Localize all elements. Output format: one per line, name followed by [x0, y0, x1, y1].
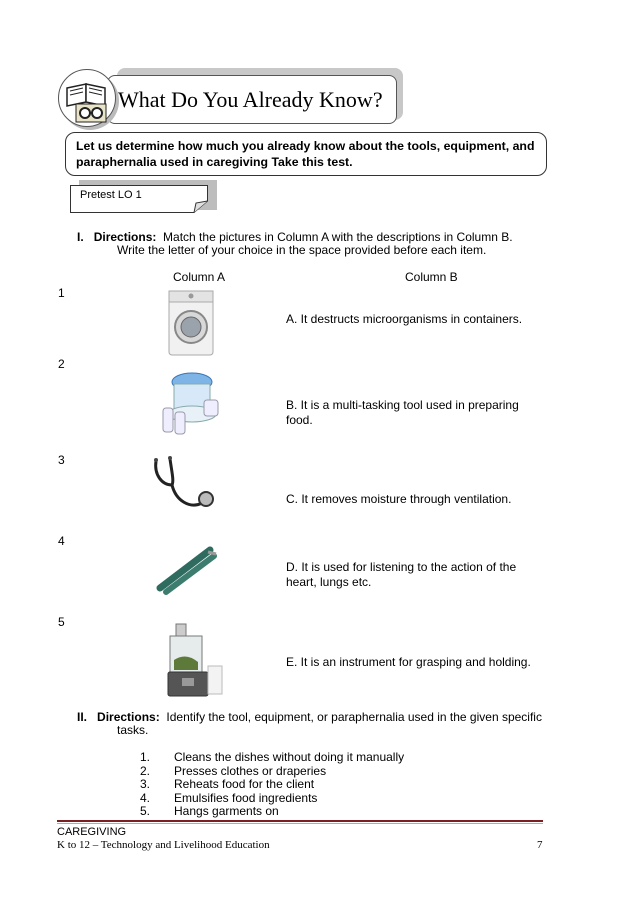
intro-text: Let us determine how much you already know about the tools, equipment, and paraphernalia used in caregiving Take this test.: [76, 139, 535, 169]
part2-directions-line1: Identify the tool, equipment, or paraphernalia used in the given specific: [166, 710, 542, 724]
food-processor-image: [160, 622, 226, 703]
footer-rule: [57, 820, 543, 822]
page-number: 7: [537, 839, 543, 851]
task-item: 5. Hangs garments on: [140, 804, 279, 818]
item-number: 4: [58, 534, 65, 548]
column-a-header: Column A: [173, 270, 226, 284]
part2-directions-label: Directions:: [97, 710, 160, 724]
clothes-dryer-image: [165, 289, 217, 360]
pretest-label: Pretest LO 1: [80, 189, 142, 201]
footer-subject: CAREGIVING: [57, 826, 127, 838]
description-e: E. It is an instrument for grasping and holding.: [286, 655, 531, 669]
item-number: 1: [58, 286, 65, 300]
part2-directions-line2: tasks.: [117, 723, 149, 737]
part1-directions-line1: Match the pictures in Column A with the descriptions in Column B.: [163, 230, 513, 244]
bottle-sterilizer-image: [158, 370, 224, 439]
part1-directions-line2: Write the letter of your choice in the space provided before each item.: [117, 243, 487, 257]
page-title: What Do You Already Know?: [118, 87, 383, 112]
task-item: 3. Reheats food for the client: [140, 777, 315, 791]
task-item: 1. Cleans the dishes without doing it manually: [140, 750, 405, 764]
item-number: 2: [58, 357, 65, 371]
footer-rule-light: [57, 823, 543, 824]
description-c: C. It removes moisture through ventilation.: [286, 492, 512, 506]
part1-directions-label: Directions:: [93, 230, 157, 244]
tongs-image: [148, 540, 226, 599]
task-item: 2. Presses clothes or draperies: [140, 764, 327, 778]
item-number: 5: [58, 615, 65, 629]
description-a: A. It destructs microorganisms in containers.: [286, 312, 523, 326]
item-number: 3: [58, 453, 65, 467]
task-item: 4. Emulsifies food ingredients: [140, 791, 318, 805]
description-b: B. It is a multi-tasking tool used in preparing food.: [286, 398, 519, 427]
part2-roman: II.: [77, 710, 88, 724]
reading-logo-icon: [58, 69, 116, 127]
column-b-header: Column B: [405, 270, 458, 284]
part1-roman: I.: [77, 230, 84, 244]
stethoscope-image: [150, 455, 220, 520]
description-d: D. It is used for listening to the action of the heart, lungs etc.: [286, 560, 517, 589]
footer-course: K to 12 – Technology and Livelihood Education: [57, 839, 270, 851]
